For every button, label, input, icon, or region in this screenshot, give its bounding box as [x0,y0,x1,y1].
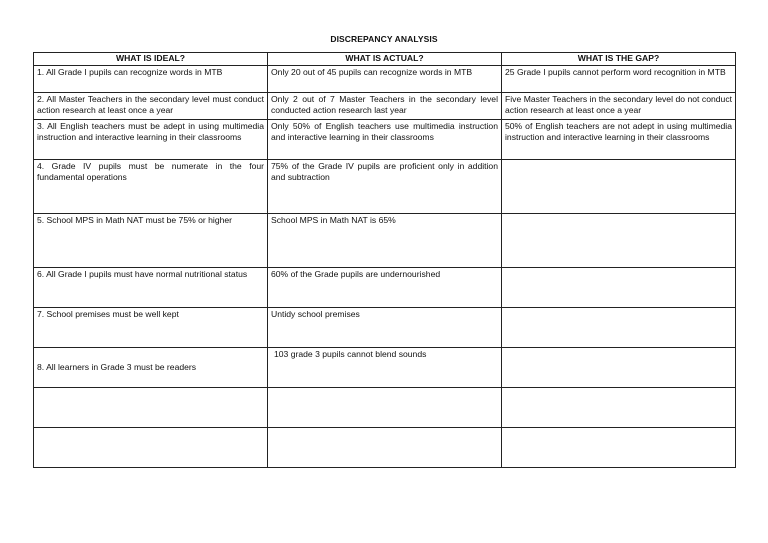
header-ideal: WHAT IS IDEAL? [34,53,268,66]
gap-cell [502,268,736,308]
ideal-cell: 2. All Master Teachers in the secondary level must conduct action research at least once a year [34,93,268,120]
gap-cell: 50% of English teachers are not adept in using multimedia instruction and interactive learning in their classrooms [502,120,736,160]
discrepancy-table [33,52,736,468]
table-row [34,120,736,160]
actual-cell: Only 50% of English teachers use multimedia instruction and interactive learning in their classrooms [268,120,502,160]
table-row [34,388,736,428]
table-row [34,308,736,348]
actual-cell: 60% of the Grade pupils are undernourished [268,268,502,308]
actual-cell: 103 grade 3 pupils cannot blend sounds [268,348,502,388]
ideal-cell: 8. All learners in Grade 3 must be readers [34,348,268,388]
header-row [34,53,736,66]
actual-cell [268,428,502,468]
gap-cell [502,388,736,428]
ideal-cell [34,428,268,468]
gap-cell [502,160,736,214]
gap-cell: 25 Grade I pupils cannot perform word recognition in MTB [502,66,736,93]
actual-cell: Only 2 out of 7 Master Teachers in the secondary level conducted action research last year [268,93,502,120]
actual-cell: Untidy school premises [268,308,502,348]
table-row [34,214,736,268]
header-actual: WHAT IS ACTUAL? [268,53,502,66]
ideal-cell: 3. All English teachers must be adept in using multimedia instruction and interactive learning in their classrooms [34,120,268,160]
table-row [34,160,736,214]
gap-cell [502,308,736,348]
table-row [34,348,736,388]
table-row [34,428,736,468]
ideal-cell: 1. All Grade I pupils can recognize words in MTB [34,66,268,93]
gap-cell [502,348,736,388]
actual-cell: School MPS in Math NAT is 65% [268,214,502,268]
gap-cell: Five Master Teachers in the secondary level do not conduct action research at least once a year [502,93,736,120]
document-title: DISCREPANCY ANALYSIS [330,34,438,44]
gap-cell [502,214,736,268]
ideal-cell: 5. School MPS in Math NAT must be 75% or higher [34,214,268,268]
gap-cell [502,428,736,468]
ideal-cell: 6. All Grade I pupils must have normal nutritional status [34,268,268,308]
ideal-cell: 7. School premises must be well kept [34,308,268,348]
table-row [34,66,736,93]
table-row [34,268,736,308]
ideal-cell: 4. Grade IV pupils must be numerate in the four fundamental operations [34,160,268,214]
ideal-cell [34,388,268,428]
actual-cell [268,388,502,428]
actual-cell: Only 20 out of 45 pupils can recognize words in MTB [268,66,502,93]
header-gap: WHAT IS THE GAP? [502,53,736,66]
actual-cell: 75% of the Grade IV pupils are proficient only in addition and subtraction [268,160,502,214]
table-row [34,93,736,120]
